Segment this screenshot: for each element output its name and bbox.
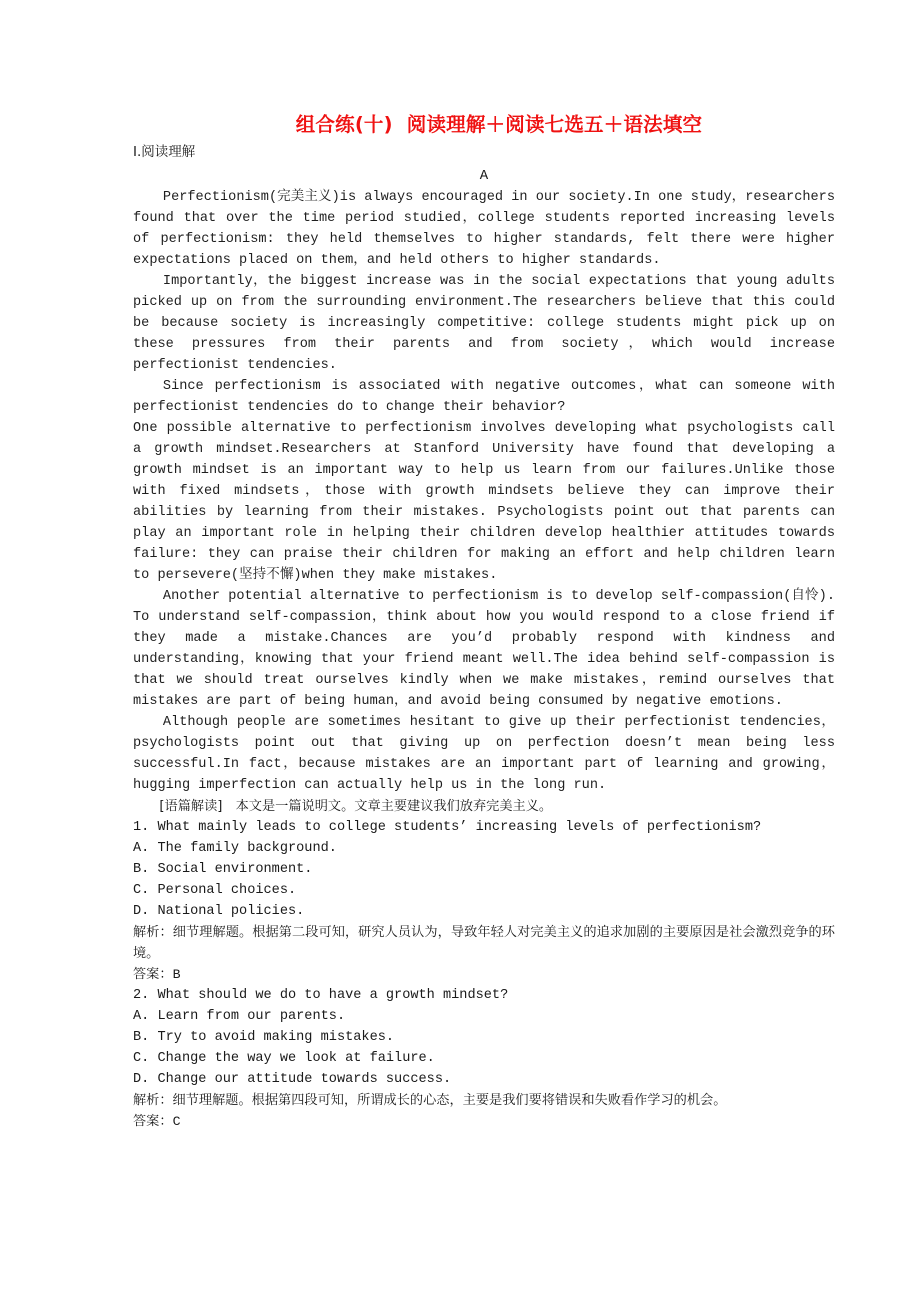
reading-note-tag: [语篇解读] (159, 799, 223, 814)
option-b[interactable]: B. Social environment. (133, 862, 313, 877)
passage-paragraph-3: Since perfectionism is associated with negative outcomes，what can someone with perfectionist tendencies do to change their behavior? (133, 379, 835, 415)
question-stem: 1. What mainly leads to college students’ increasing levels of perfectionism? (133, 820, 762, 835)
option-a[interactable]: A. The family background. (133, 841, 337, 856)
option-d[interactable]: D. Change our attitude towards success. (133, 1072, 452, 1087)
question-answer (133, 1111, 835, 1132)
reading-note-text: 本文是一篇说明文。文章主要建议我们放弃完美主义。 (235, 799, 553, 814)
passage-letter: A (479, 168, 489, 184)
question-stem: 2. What should we do to have a growth mindset? (133, 988, 509, 1003)
document-content (133, 112, 835, 1132)
passage-paragraph-1: Perfectionism(完美主义)is always encouraged in our society.In one study，researchers found that over the time period studied，college students reported increasing levels of perfectionism: they held themselves to higher standards, felt there were higher expectations placed on them，and held others to higher standards. (133, 190, 835, 268)
question-explanation: 解析：细节理解题。根据第二段可知，研究人员认为，导致年轻人对完美主义的追求加剧的主要原因是社会激烈竞争的环境。 (133, 925, 835, 961)
reading-note (133, 796, 835, 817)
section-label-reading: Ⅰ.阅读理解 (133, 144, 196, 160)
passage-paragraph-2: Importantly，the biggest increase was in the social expectations that young adults picked up on from the surrounding environment.The researchers believe that this could be because society is increasingly competitive: college students might pick up on these pressures from their parents and from society，which would increase perfectionist tendencies. (133, 274, 835, 373)
page-title (133, 112, 835, 138)
answer-label: 答案： (133, 967, 173, 982)
option-a[interactable]: A. Learn from our parents. (133, 1009, 346, 1024)
question-answer (133, 964, 835, 985)
page-title-sub: 阅读理解＋阅读七选五＋语法填空 (406, 113, 703, 136)
answer-label: 答案： (133, 1114, 173, 1129)
option-d[interactable]: D. National policies. (133, 904, 305, 919)
question-explanation: 解析：细节理解题。根据第四段可知，所谓成长的心态，主要是我们要将错误和失败看作学习的机会。 (133, 1093, 727, 1108)
answer-value: B (172, 967, 181, 982)
passage-paragraph-4: One possible alternative to perfectionism involves developing what psychologists call a growth mindset.Researchers at Stanford University have found that developing a growth mindset is an important way to help us learn from our failures.Unlike those with fixed mindsets，those with growth mindsets believe they can improve their abilities by learning from their mistakes. Psychologists point out that parents can play an important role in helping their children develop healthier attitudes towards failure: they can praise their children for making an effort and help children learn to persevere(坚持不懈)when they make mistakes. (133, 421, 835, 583)
passage-paragraph-6: Although people are sometimes hesitant to give up their perfectionist tendencies，psychologists point out that giving up on perfection doesn’t mean being less successful.In fact，because mistakes are an important part of learning and growing，hugging imperfection can actually help us in the long run. (133, 715, 835, 793)
option-b[interactable]: B. Try to avoid making mistakes. (133, 1030, 395, 1045)
page-title-main: 组合练(十) (295, 113, 393, 136)
answer-value: C (172, 1114, 181, 1129)
option-c[interactable]: C. Change the way we look at failure. (133, 1051, 435, 1066)
option-c[interactable]: C. Personal choices. (133, 883, 297, 898)
passage-paragraph-5: Another potential alternative to perfectionism is to develop self-compassion(自怜). To understand self-compassion，think about how you would respond to a close friend if they made a mistake.Chances are you’d probably respond with kindness and understanding，knowing that your friend meant well.The idea behind self-compassion is that we should treat ourselves kindly when we make mistakes，remind ourselves that mistakes are part of being human，and avoid being consumed by negative emotions. (133, 589, 835, 709)
